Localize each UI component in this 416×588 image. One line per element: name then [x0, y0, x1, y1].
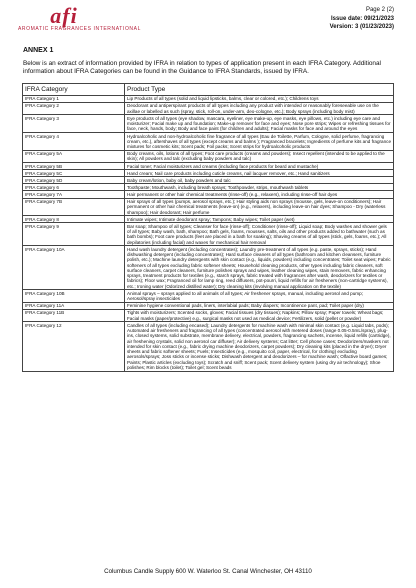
category-cell: IFRA Category 5C [23, 170, 125, 177]
table-row [23, 246, 394, 290]
product-type-cell: Hand wash laundry detergent (including concentrates); Laundry pre-treatment of all types (e.g. paste, sprays, sticks); Hand dishwashing detergent (including concentrates); Hard surface cleaners of all types (bathroom and kitchen cleansers, furniture polish, etc.); Machine laundry detergents with skin contact (e.g., liquids, powders) including concentrates; Toilet seat wipes; Fabric softeners of all types excluding fabric softener sheets; Household cleaning products, other types including fabric cleaners, soft surface cleaners, carpet cleaners, furniture polishes sprays and wipes, leather cleaning wipes, stain removers, fabric enhancing sprays, treatment products for textiles (e.g., starch sprays, fabric treated with fragrances after wash, deodorizers for textiles or fabrics); Floor wax; Fragranced oil for lamp ring, reed diffusers, pot-pourri, liquid refills for air fresheners (non-cartridge systems), etc.; Ironing water (Odorized distilled water); Dry cleaning kits (involving manual application on the textile) [125, 246, 394, 290]
table-row [23, 103, 394, 115]
category-cell: IFRA Category 11A [23, 302, 125, 309]
product-type-cell: Bar soap; Shampoo of all types; Cleanser for face (rinse-off); Conditioner (rinse-off); Liquid soap; Body washes and shower gels of all types; Baby wash, bath, shampoo; Bath gels, foams, mousses, salts, oils and other products added to bathwater (such as bath bombs); Foot care products (feet are placed in a bath for soaking); Shaving creams of all types (stick, gels, foams, etc.); All depilatories (including facial) and waxes for mechanical hair removal [125, 223, 394, 246]
table-body [23, 96, 394, 372]
table-row [23, 184, 394, 191]
annex-title: ANNEX 1 [23, 47, 54, 54]
product-type-cell: Feminine hygiene conventional pads, liners, interlabial pads; Baby diapers; Incontinence pant, pad; Toilet paper (dry) [125, 302, 394, 309]
product-type-cell: Intimate wipes; Intimate deodorant spray; Tampons; Baby wipes; Toilet paper (wet) [125, 216, 394, 223]
product-type-cell: Hand cream; Nail care products including cuticle creams, nail lacquer remover, etc.; Hand sanitizers [125, 170, 394, 177]
category-cell: IFRA Category 5D [23, 177, 125, 184]
page-number: Page 2 (2) [365, 7, 394, 13]
category-cell: IFRA Category 5A [23, 150, 125, 162]
table-row [23, 290, 394, 302]
product-type-cell: Hydroalcoholic and non-hydroalcoholic fine fragrance of all types (Eau de Toilette, Parfum, Cologne, solid perfume, fragrancing cream, etc.), aftershaves of all types (except creams and balms ); Fragranced bracelets; Ingredients of perfume kits and fragrance mixtures for cosmetic kits; Scent pads; Foil packs; Scent strips for hydroalcoholic products [125, 133, 394, 151]
ifra-category-table [22, 83, 394, 372]
category-cell: IFRA Category 3 [23, 115, 125, 133]
category-cell: IFRA Category 8 [23, 216, 125, 223]
table-row [23, 170, 394, 177]
header-product-type: Product Type [125, 84, 394, 96]
page-footer: Columbus Candle Supply 600 W. Waterloo St. Canal Winchester, OH 43110 [104, 568, 312, 575]
table-row [23, 302, 394, 309]
category-cell: IFRA Category 5B [23, 163, 125, 170]
logo-subtitle: AROMATIC FRAGRANCES INTERNATIONAL [18, 26, 141, 32]
category-cell: IFRA Category 6 [23, 184, 125, 191]
table-header-row [23, 84, 394, 96]
product-type-cell: Candles of all types (including encased); Laundry detergents for machine wash with minimal skin contact (e.g. Liquid tabs, pods); Automated air fresheners and fragrancing of all types (concentrated aerosol with metered doses (range 0.05-0.5mL/spray), plug-ins, closed systems, solid substrate, membrane delivery, electrical, powders, fragrancing sachets, incense, liquid refills (cartridge), air freshening crystals, solid non aerosol car diffuser); Air delivery systems; Cat litter; Cell phone cases; Deodorizers/maskers not intended for skin contact (e.g., fabric drying machine deodorizers, carpet powders); Dry cleaning kits (placed in the dryer); Dryer sheets and fabric softener sheets; Fuels; Insecticides (e.g., mosquito coil, paper, electrical, for clothing) excluding aerosols/sprays; Joss sticks or incense sticks; Dishwash detergent and deodorizers – for machine wash; Olfactive board games; Paints; Plastic articles (excluding toys); Scratch and sniff; Scent pack; Scent delivery system (using dry air technology); Shoe polishes; Rim blocks (toilet); Toilet gel; Scent beads [125, 322, 394, 371]
category-cell: IFRA Category 12 [23, 322, 125, 371]
table-row [23, 309, 394, 321]
table-row [23, 115, 394, 133]
document-meta [330, 6, 394, 32]
category-cell: IFRA Category 7A [23, 191, 125, 198]
product-type-cell: Body creams, oils, lotions of all types; Foot care products (creams and powders); Insect repellent (intended to be applied to the skin); All powders and talc (excluding baby powders and talc) [125, 150, 394, 162]
category-cell: IFRA Category 10B [23, 290, 125, 302]
table-row [23, 163, 394, 170]
intro-paragraph: Below is an extract of information provided by IFRA in relation to types of application present in each IFRA Category. Additional information about IFRA Categories can be found in the Guidance to IFRA Standards, issued by IFRA. [23, 60, 381, 75]
category-cell: IFRA Category 11B [23, 309, 125, 321]
logo-text: afi [50, 3, 78, 28]
product-type-cell: Baby cream/lotion, baby oil, baby powders and talc [125, 177, 394, 184]
product-type-cell: Tights with moisturizers; Scented socks, gloves; Facial tissues (dry tissues); Napkins; Pillow spray; Paper towels; Wheat bags; Facial masks (paper/protective) e.g., surgical masks not used as medical device; Fertilizers, solid (pellet or powder) [125, 309, 394, 321]
table-row [23, 198, 394, 216]
company-logo [18, 3, 141, 40]
product-type-cell: Animal sprays – sprays applied to all animals of all types; Air freshener sprays, manual, including aerosol and pump; Aerosol/spray insecticides [125, 290, 394, 302]
category-cell: IFRA Category 2 [23, 103, 125, 115]
table-row [23, 223, 394, 246]
product-type-cell: Eye products of all types (eye shadow, mascara, eyeliner, eye make-up, eye masks, eye pillows, etc.) including eye care and moisturizer; Facial make up and foundation; Make-up remover for face and eyes; Nose pore strips; Wipes or refreshing tissues for face, neck, hands, body; Body and face paint (for children and adults); Facial masks for face and around the eyes [125, 115, 394, 133]
category-cell: IFRA Category 10A [23, 246, 125, 290]
product-type-cell: Facial toner; Facial moisturizers and creams (including face products for beard and mustache) [125, 163, 394, 170]
table-row [23, 133, 394, 151]
product-type-cell: Hair permanent or other hair chemical treatments (rinse-off) (e.g., relaxers), including rinse-off hair dyes [125, 191, 394, 198]
version: Version: 3 (01/23/2023) [329, 24, 394, 30]
header-category: IFRA Category [23, 84, 125, 96]
category-cell: IFRA Category 9 [23, 223, 125, 246]
table-row [23, 216, 394, 223]
category-cell: IFRA Category 1 [23, 96, 125, 103]
table-row [23, 96, 394, 103]
table-row [23, 191, 394, 198]
product-type-cell: Toothpaste; Mouthwash, including breath sprays; Toothpowder, strips, mouthwash tablets [125, 184, 394, 191]
category-cell: IFRA Category 4 [23, 133, 125, 151]
table-row [23, 150, 394, 162]
issue-date: Issue date: 09/21/2023 [330, 15, 394, 22]
product-type-cell: Lip Products of all types (solid and liquid lipsticks, balms, clear or colored, etc.); Childrens toys [125, 96, 394, 103]
table-row [23, 177, 394, 184]
product-type-cell: Deodorant and antiperspirant products of all types including any product with intended or reasonably foreseeable use on the axillae or labelled as such (spray, stick, roll-on, under-arm, deo-cologne, etc.); Body sprays (including body mist) [125, 103, 394, 115]
product-type-cell: Hair sprays of all types (pumps, aerosol sprays, etc.); Hair styling aids non sprays (mousse, gels, leave-on conditioners); Hair permanent or other hair chemical treatments (leave-on) (e.g., relaxers), including leave-on hair dyes; Shampoo - Dry (waterless shampoo); Hair deodorant; Hair perfume [125, 198, 394, 216]
table-row [23, 322, 394, 371]
category-cell: IFRA Category 7B [23, 198, 125, 216]
